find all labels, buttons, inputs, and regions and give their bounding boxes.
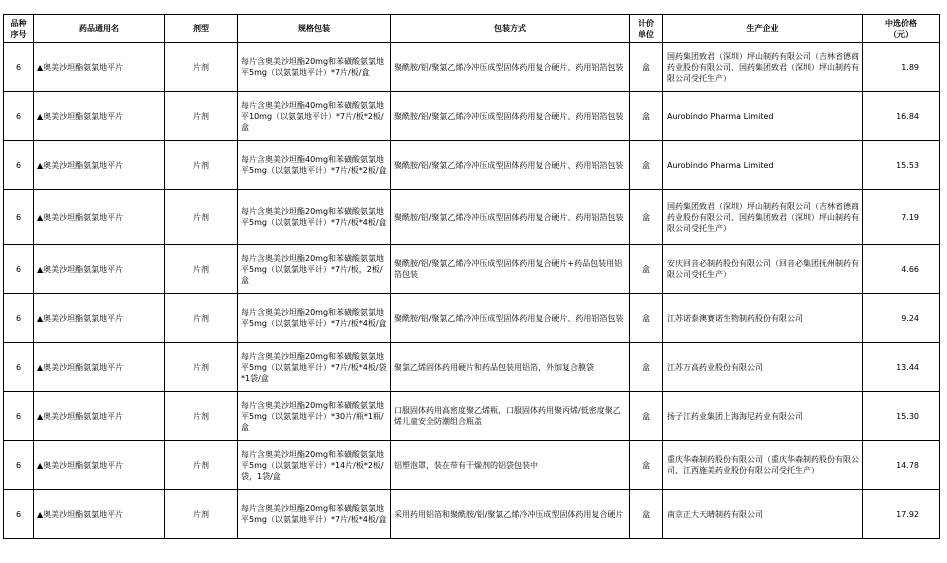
cell-mfr: 江苏万高药业股份有限公司 [663, 343, 863, 392]
cell-unit: 盒 [630, 392, 663, 441]
cell-name: ▲奥美沙坦酯氨氯地平片 [34, 441, 165, 490]
table-row [4, 343, 940, 392]
cell-unit: 盒 [630, 343, 663, 392]
cell-spec: 每片含奥美沙坦酯20mg和苯磺酸氨氯地平5mg（以氨氯地平计）*14片/板*2板/袋，1袋/盒 [238, 441, 391, 490]
cell-price: 4.66 [863, 245, 940, 294]
cell-spec: 每片含奥美沙坦酯20mg和苯磺酸氨氯地平5mg（以氨氯地平计）*7片/板*4板/袋*1袋/盒 [238, 343, 391, 392]
cell-form: 片剂 [165, 343, 238, 392]
cell-seq: 6 [4, 392, 34, 441]
cell-seq: 6 [4, 441, 34, 490]
cell-spec: 每片含奥美沙坦酯20mg和苯磺酸氨氯地平5mg（以氨氯地平计）*7片/板*4板/盒 [238, 294, 391, 343]
cell-unit: 盒 [630, 441, 663, 490]
cell-pack: 聚酰胺/铝/聚氯乙烯冷冲压成型固体药用复合硬片、药用铝箔包装 [391, 141, 630, 190]
cell-form: 片剂 [165, 245, 238, 294]
cell-name: ▲奥美沙坦酯氨氯地平片 [34, 141, 165, 190]
header-unit: 计价 单位 [630, 15, 663, 43]
cell-seq: 6 [4, 43, 34, 92]
cell-seq: 6 [4, 245, 34, 294]
cell-seq: 6 [4, 294, 34, 343]
cell-unit: 盒 [630, 43, 663, 92]
cell-spec: 每片含奥美沙坦酯40mg和苯磺酸氨氯地平5mg（以氨氯地平计）*7片/板*2板/盒 [238, 141, 391, 190]
cell-mfr: 国药集团致君（深圳）坪山制药有限公司（吉林省德商药业股份有限公司、国药集团致君（深圳）坪山制药有限公司受托生产） [663, 43, 863, 92]
cell-pack: 聚酰胺/铝/聚氯乙烯冷冲压成型固体药用复合硬片、药用铝箔包装 [391, 43, 630, 92]
cell-mfr: Aurobindo Pharma Limited [663, 141, 863, 190]
cell-spec: 每片含奥美沙坦酯20mg和苯磺酸氨氯地平5mg（以氨氯地平计）*7片/板*4板/盒 [238, 490, 391, 539]
cell-seq: 6 [4, 490, 34, 539]
cell-price: 15.53 [863, 141, 940, 190]
header-mfr: 生产企业 [663, 15, 863, 43]
cell-price: 14.78 [863, 441, 940, 490]
table-row [4, 294, 940, 343]
cell-price: 16.84 [863, 92, 940, 141]
cell-form: 片剂 [165, 294, 238, 343]
cell-name: ▲奥美沙坦酯氨氯地平片 [34, 490, 165, 539]
cell-spec: 每片含奥美沙坦酯20mg和苯磺酸氨氯地平5mg（以氨氯地平计）*7片/板/盒 [238, 43, 391, 92]
cell-mfr: 国药集团致君（深圳）坪山制药有限公司（吉林省德商药业股份有限公司、国药集团致君（深圳）坪山制药有限公司受托生产） [663, 190, 863, 245]
cell-unit: 盒 [630, 190, 663, 245]
cell-spec: 每片含奥美沙坦酯20mg和苯磺酸氨氯地平5mg（以氨氯地平计）*7片/板*4板/盒 [238, 190, 391, 245]
cell-seq: 6 [4, 190, 34, 245]
header-seq: 品种 序号 [4, 15, 34, 43]
header-row [4, 15, 940, 43]
header-form: 剂型 [165, 15, 238, 43]
cell-form: 片剂 [165, 190, 238, 245]
cell-form: 片剂 [165, 490, 238, 539]
cell-pack: 聚酰胺/铝/聚氯乙烯冷冲压成型固体药用复合硬片、药用铝箔包装 [391, 92, 630, 141]
cell-pack: 聚酰胺/铝/聚氯乙烯冷冲压成型固体药用复合硬片、药用铝箔包装 [391, 190, 630, 245]
cell-form: 片剂 [165, 441, 238, 490]
table-row [4, 441, 940, 490]
cell-mfr: Aurobindo Pharma Limited [663, 92, 863, 141]
cell-form: 片剂 [165, 92, 238, 141]
table-row [4, 392, 940, 441]
cell-unit: 盒 [630, 490, 663, 539]
cell-price: 17.92 [863, 490, 940, 539]
drug-price-table [3, 14, 940, 539]
header-spec: 规格包装 [238, 15, 391, 43]
cell-unit: 盒 [630, 141, 663, 190]
cell-name: ▲奥美沙坦酯氨氯地平片 [34, 190, 165, 245]
table-row [4, 43, 940, 92]
cell-price: 15.30 [863, 392, 940, 441]
cell-seq: 6 [4, 141, 34, 190]
cell-pack: 聚氯乙烯固体药用硬片和药品包装用铝箔，外加复合膜袋 [391, 343, 630, 392]
cell-price: 7.19 [863, 190, 940, 245]
cell-form: 片剂 [165, 392, 238, 441]
cell-name: ▲奥美沙坦酯氨氯地平片 [34, 294, 165, 343]
cell-pack: 采用药用铝箔和聚酰胺/铝/聚氯乙烯冷冲压成型固体药用复合硬片 [391, 490, 630, 539]
cell-form: 片剂 [165, 43, 238, 92]
cell-spec: 每片含奥美沙坦酯40mg和苯磺酸氨氯地平10mg（以氨氯地平计）*7片/板*2板/盒 [238, 92, 391, 141]
header-name: 药品通用名 [34, 15, 165, 43]
header-pack: 包装方式 [391, 15, 630, 43]
cell-mfr: 扬子江药业集团上海海尼药业有限公司 [663, 392, 863, 441]
cell-spec: 每片含奥美沙坦酯20mg和苯磺酸氨氯地平5mg（以氨氯地平计）*7片/板，2板/盒 [238, 245, 391, 294]
cell-form: 片剂 [165, 141, 238, 190]
table-row [4, 245, 940, 294]
cell-price: 9.24 [863, 294, 940, 343]
cell-pack: 铝塑泡罩，装在带有干燥剂的铝袋包装中 [391, 441, 630, 490]
cell-seq: 6 [4, 92, 34, 141]
cell-unit: 盒 [630, 294, 663, 343]
cell-mfr: 安庆回音必制药股份有限公司（回音必集团抚州制药有限公司受托生产） [663, 245, 863, 294]
header-price: 中选价格 （元） [863, 15, 940, 43]
cell-spec: 每片含奥美沙坦酯20mg和苯磺酸氨氯地平5mg（以氨氯地平计）*30片/瓶*1瓶/盒 [238, 392, 391, 441]
table-row [4, 190, 940, 245]
cell-name: ▲奥美沙坦酯氨氯地平片 [34, 43, 165, 92]
table-row [4, 92, 940, 141]
cell-seq: 6 [4, 343, 34, 392]
cell-unit: 盒 [630, 245, 663, 294]
cell-name: ▲奥美沙坦酯氨氯地平片 [34, 343, 165, 392]
cell-name: ▲奥美沙坦酯氨氯地平片 [34, 92, 165, 141]
cell-pack: 口服固体药用高密度聚乙烯瓶，口服固体药用聚丙烯/低密度聚乙烯儿童安全防潮组合瓶盖 [391, 392, 630, 441]
cell-pack: 聚酰胺/铝/聚氯乙烯冷冲压成型固体药用复合硬片、药用铝箔包装 [391, 294, 630, 343]
cell-mfr: 重庆华森制药股份有限公司（重庆华森制药股份有限公司、江西施美药业股份有限公司受托生产） [663, 441, 863, 490]
cell-name: ▲奥美沙坦酯氨氯地平片 [34, 245, 165, 294]
cell-mfr: 江苏诺泰澳赛诺生物制药股份有限公司 [663, 294, 863, 343]
cell-unit: 盒 [630, 92, 663, 141]
cell-price: 1.89 [863, 43, 940, 92]
table-row [4, 141, 940, 190]
cell-name: ▲奥美沙坦酯氨氯地平片 [34, 392, 165, 441]
cell-price: 13.44 [863, 343, 940, 392]
cell-mfr: 南京正大天晴制药有限公司 [663, 490, 863, 539]
cell-pack: 聚酰胺/铝/聚氯乙烯冷冲压成型固体药用复合硬片+药品包装用铝箔包装 [391, 245, 630, 294]
table-row [4, 490, 940, 539]
